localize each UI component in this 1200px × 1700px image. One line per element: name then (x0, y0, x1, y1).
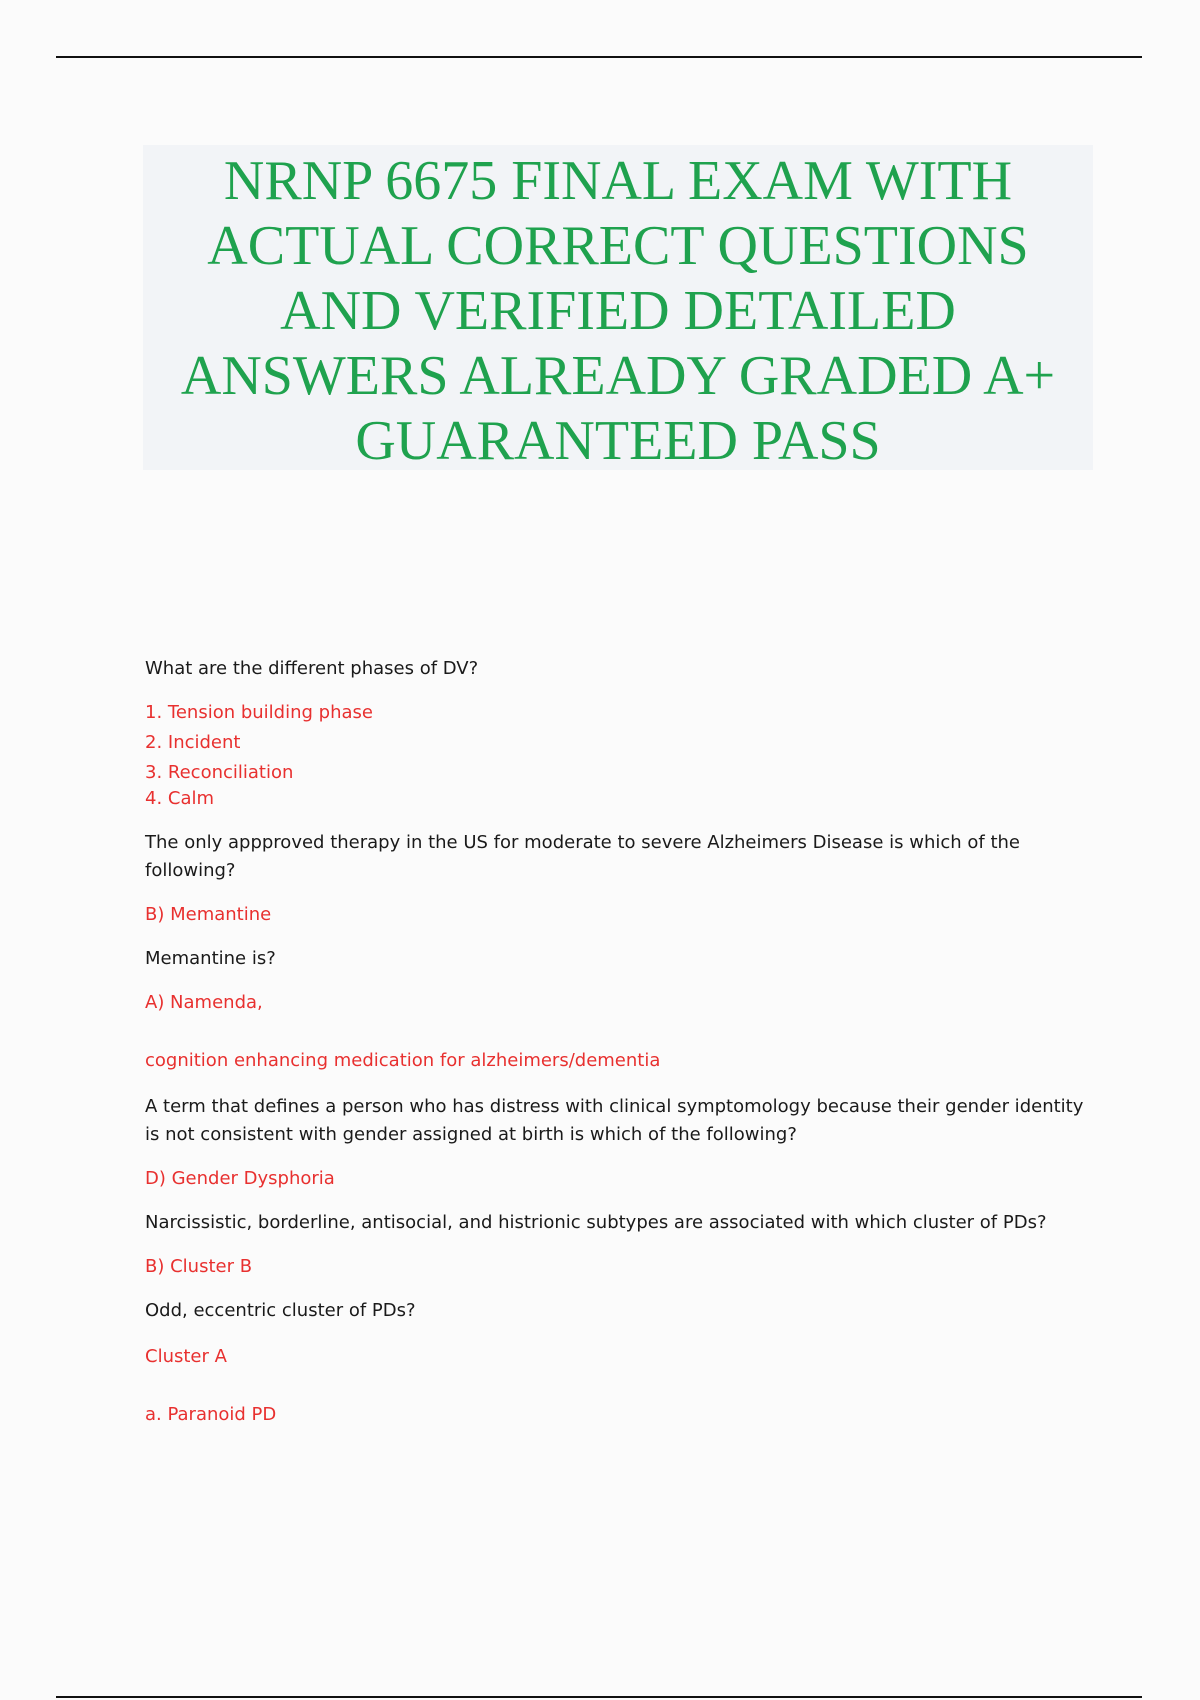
title-line: ANSWERS ALREADY GRADED A+ (180, 345, 1056, 407)
question-6: Odd, eccentric cluster of PDs? (145, 1300, 416, 1321)
top-rule (56, 56, 1142, 58)
question-4-line: A term that defines a person who has distress with clinical symptomology because their gender identity (145, 1096, 1084, 1117)
answer-6: Cluster A (145, 1346, 227, 1367)
answer-3-detail: cognition enhancing medication for alzheimers/dementia (145, 1050, 661, 1071)
question-5: Narcissistic, borderline, antisocial, and histrionic subtypes are associated with which cluster of PDs? (145, 1212, 1047, 1233)
document-title-box (143, 145, 1093, 470)
answer-1-item: 4. Calm (145, 788, 215, 809)
question-1: What are the different phases of DV? (145, 658, 479, 679)
title-line: AND VERIFIED DETAILED (280, 280, 956, 342)
answer-1-item: 3. Reconciliation (145, 762, 294, 783)
answer-3: A) Namenda, (145, 992, 263, 1013)
answer-6-detail: a. Paranoid PD (145, 1404, 277, 1425)
question-2-line: following? (145, 860, 236, 881)
answer-2: B) Memantine (145, 904, 272, 925)
title-line: GUARANTEED PASS (355, 410, 881, 472)
bottom-rule (56, 1696, 1142, 1698)
answer-1-item: 1. Tension building phase (145, 702, 373, 723)
title-line: NRNP 6675 FINAL EXAM WITH (223, 150, 1013, 212)
answer-5: B) Cluster B (145, 1256, 253, 1277)
title-line: ACTUAL CORRECT QUESTIONS (207, 215, 1029, 277)
qa-content (145, 655, 1095, 1429)
question-4-line: is not consistent with gender assigned at birth is which of the following? (145, 1124, 797, 1145)
question-2-line: The only appproved therapy in the US for moderate to severe Alzheimers Disease is which of the (145, 832, 1020, 853)
answer-4: D) Gender Dysphoria (145, 1168, 335, 1189)
question-3: Memantine is? (145, 948, 276, 969)
answer-1-item: 2. Incident (145, 732, 241, 753)
